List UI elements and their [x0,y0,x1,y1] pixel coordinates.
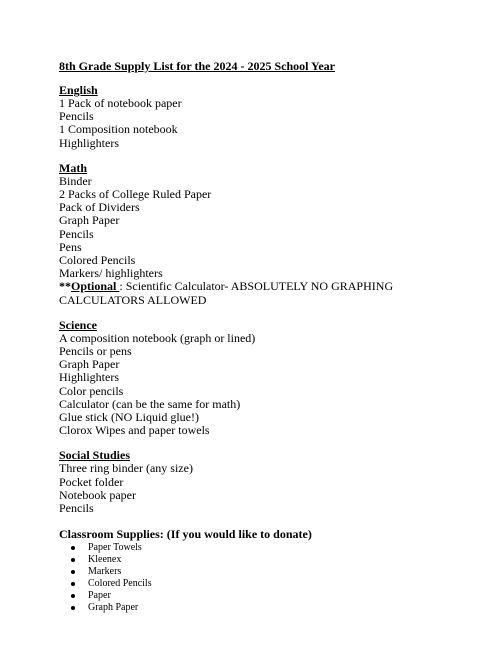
math-optional-note [59,280,479,306]
supply-list-document [59,58,479,626]
classroom-heading: Classroom Supplies: (If you would like to donate) [59,527,312,542]
social-studies-item: Three ring binder (any size) [59,461,193,476]
math-item: Binder [59,173,92,188]
science-item: Color pencils [59,383,124,398]
science-item: Pencils or pens [59,344,132,359]
list-item: Paper [71,590,479,602]
english-item: 1 Pack of notebook paper [59,96,182,110]
science-section [59,319,479,438]
math-item: Pencils [59,226,94,241]
math-section [59,162,479,307]
classroom-section [59,527,479,614]
science-item: A composition notebook (graph or lined) [59,330,256,345]
math-item: Pens [59,239,82,254]
math-item: Markers/ highlighters [59,266,163,281]
math-heading: Math [59,160,87,175]
science-item: Highlighters [59,370,119,385]
list-item: Markers [71,566,479,578]
science-heading: Science [59,317,97,332]
science-item: Clorox Wipes and paper towels [59,423,210,438]
optional-prefix: ** [59,279,71,294]
list-item: Colored Pencils [71,578,479,590]
list-item: Paper Towels [71,542,479,554]
bullet-icon [71,606,75,610]
math-item: Graph Paper [59,213,120,228]
list-item: Graph Paper [71,602,479,614]
document-title: 8th Grade Supply List for the 2024 - 2025 School Year [59,59,336,73]
bullet-icon [71,558,75,562]
optional-text: : Scientific Calculator- ABSOLUTELY NO GRAPHING CALCULATORS ALLOWED [59,279,394,307]
bullet-icon [71,546,75,550]
social-studies-section [59,449,479,515]
science-item: Graph Paper [59,357,120,372]
science-item: Calculator (can be the same for math) [59,396,241,411]
english-item: Highlighters [59,135,119,150]
social-studies-item: Pocket folder [59,474,124,489]
english-item: 1 Composition notebook [59,122,178,137]
bullet-icon [71,594,75,598]
optional-label: Optional [71,279,120,294]
social-studies-item: Notebook paper [59,487,136,502]
math-item: Pack of Dividers [59,200,140,215]
english-item: Pencils [59,109,94,124]
math-item: 2 Packs of College Ruled Paper [59,187,212,202]
bullet-icon [71,570,75,574]
english-section [59,84,479,150]
math-item: Colored Pencils [59,253,136,268]
classroom-list [59,542,479,614]
bullet-icon [71,582,75,586]
social-studies-heading: Social Studies [59,448,131,463]
social-studies-item: Pencils [59,501,94,516]
science-item: Glue stick (NO Liquid glue!) [59,410,199,425]
english-heading: English [59,83,98,97]
list-item: Kleenex [71,554,479,566]
